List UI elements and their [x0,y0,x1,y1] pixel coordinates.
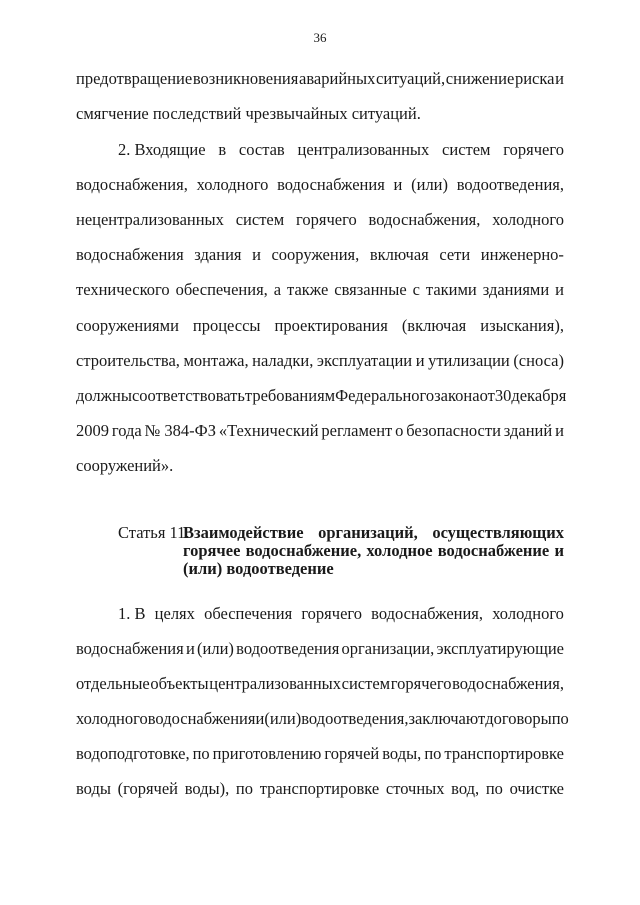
word: с [412,280,420,299]
word: и [255,709,265,728]
word: приготовлению [212,744,322,763]
word: и [185,639,195,658]
text-line [76,316,564,336]
word: проектирования [274,316,388,335]
word: водоснабжения [76,245,184,264]
word: осуществляющих [432,523,564,542]
word: монтажа, [183,351,249,370]
word: организаций, [318,523,418,542]
text-line [76,386,567,406]
word: водоснабжения [147,709,256,728]
word: (горячей [117,779,179,798]
word: снижение [445,69,515,88]
text-line [76,421,564,441]
word: по [485,779,503,798]
word: соответствовать [131,386,245,405]
word: предотвращение [76,69,193,88]
word: систем [341,674,391,693]
word: а [273,280,282,299]
word: горячего [503,140,564,159]
word: эксплуатации [316,351,413,370]
word: 30 [494,386,512,405]
text-line: смягчение последствий чрезвычайных ситуаций. [76,104,421,123]
word: холодное [366,541,433,560]
word: зданиями [482,280,550,299]
word: сооружения, [271,245,360,264]
word: водоснабжения, [76,175,188,194]
word: 2. Входящие [118,140,206,159]
word: горячего [301,604,363,623]
text-line [76,674,564,694]
text-line [76,351,564,371]
word: целях [154,604,195,623]
word: объекты [150,674,209,693]
text-line [76,210,564,230]
word: заключают [408,709,486,728]
word: холодного [196,175,269,194]
word: горячее [183,541,241,560]
paragraph-2-first-line [118,140,564,160]
word: также [287,280,329,299]
word: систем [235,210,285,229]
word: регламент [321,421,393,440]
text-line: сооружений». [76,456,174,475]
word: 1. В [118,604,146,623]
word: (сноса) [513,351,564,370]
word: должны [76,386,132,405]
word: (или) [411,175,449,194]
word: транспортировке [259,779,380,798]
word: сети [439,245,471,264]
word: централизованных [209,674,341,693]
word: здания [194,245,242,264]
word: Федерального [335,386,435,405]
article-title-line [183,542,564,560]
word: № 384-ФЗ [144,421,216,440]
word: по [192,744,210,763]
word: зданий [503,421,553,440]
word: безопасности [406,421,501,440]
paragraph-3-first-line [118,604,564,624]
word: отдельные [76,674,150,693]
word: инженерно- [480,245,564,264]
word: водоотведения, [456,175,564,194]
word: (или) [197,639,234,658]
word: и [555,69,564,88]
word: риска [514,69,555,88]
word: холодного [492,210,564,229]
word: воды), [184,779,230,798]
word: холодного [76,709,148,728]
word: водоснабжения, [368,210,481,229]
article-label: Статья 11. [118,523,190,542]
word: систем [442,140,491,159]
word: и [393,175,403,194]
word: холодного [492,604,564,623]
word: водоотведения, [301,709,409,728]
word: транспортировке [444,744,564,763]
text-line [76,69,564,89]
word: и [252,245,261,264]
text-line [76,175,564,195]
word: по [424,744,442,763]
word: вод, [451,779,480,798]
text-line [76,779,564,799]
word: о [395,421,404,440]
word: от [479,386,495,405]
word: Взаимодействие [183,523,304,542]
word: водоотведения [236,639,340,658]
word: строительства, [76,351,180,370]
word: нецентрализованных [76,210,224,229]
word: и [555,280,564,299]
word: такими [425,280,477,299]
word: состав [238,140,285,159]
word: водоподготовке, [76,744,190,763]
word: возникновения [192,69,299,88]
word: аварийных [299,69,376,88]
word: (или) [264,709,302,728]
word: процессы [192,316,261,335]
word: наладки, [252,351,314,370]
article-title-line: (или) водоотведение [183,559,334,578]
word: обеспечения, [175,280,268,299]
word: договоры [485,709,552,728]
word: утилизации [428,351,510,370]
word: по [551,709,569,728]
word: декабря [511,386,567,405]
word: ситуаций, [376,69,446,88]
word: сточных [385,779,445,798]
word: сооружениями [76,316,179,335]
text-line [76,280,564,300]
word: организации, [341,639,435,658]
word: эксплуатирующие [436,639,564,658]
word: по [235,779,254,798]
word: технического [76,280,170,299]
word: и [555,421,564,440]
word: года [111,421,142,440]
word: водоснабжения, [452,674,564,693]
word: «Технический [218,421,319,440]
word: (включая [401,316,467,335]
word: централизованных [297,140,430,159]
text-line [76,245,564,265]
article-title-line [183,524,564,542]
word: горячей [324,744,380,763]
text-line [76,709,569,729]
word: и [554,541,564,560]
text-line [76,744,564,764]
word: водоснабжения [76,639,184,658]
word: очистке [509,779,564,798]
word: изыскания), [480,316,564,335]
word: воды [76,779,111,798]
word: включая [369,245,429,264]
text-line [76,639,564,659]
word: 2009 [76,421,109,440]
word: требованиям [244,386,336,405]
word: водоснабжение [437,541,550,560]
page-number: 36 [313,30,327,45]
word: водоснабжения [277,175,385,194]
word: связанные [334,280,407,299]
word: и [415,351,425,370]
word: обеспечения [204,604,293,623]
word: закона [434,386,480,405]
word: водоснабжение, [245,541,362,560]
word: горячего [296,210,357,229]
word: воды, [382,744,422,763]
word: водоснабжения, [371,604,484,623]
word: в [218,140,227,159]
word: горячего [390,674,452,693]
